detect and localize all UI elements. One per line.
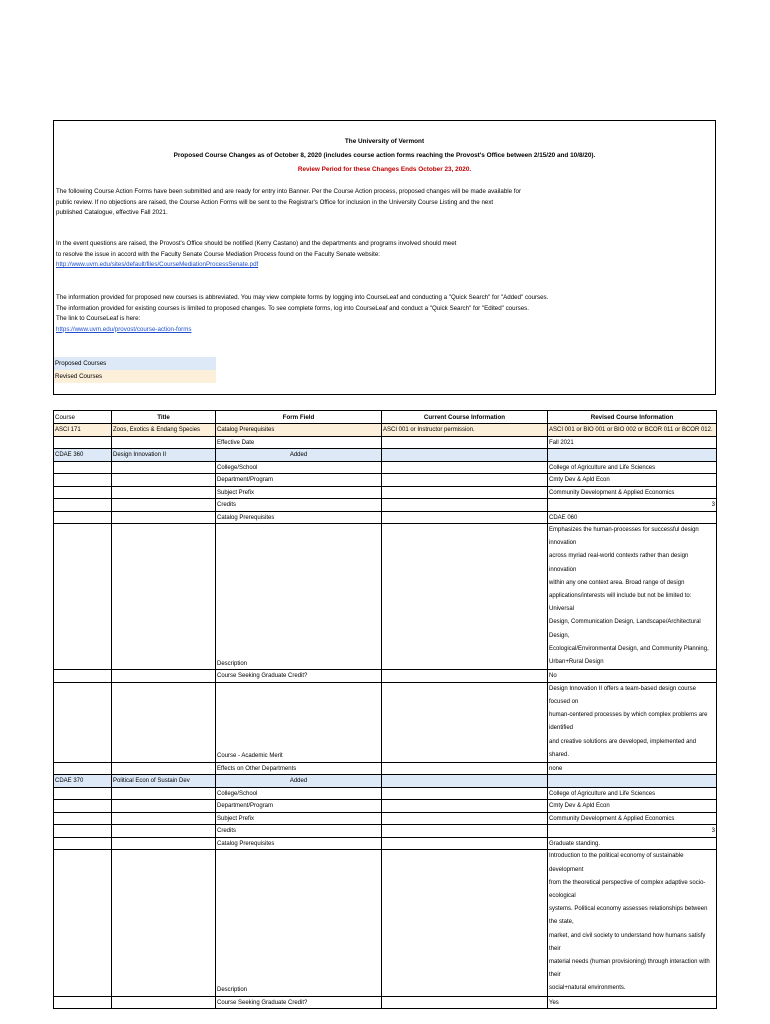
revised-info: No <box>548 670 717 683</box>
revised-info: College of Agriculture and Life Sciences <box>548 787 717 800</box>
description-line: Urban+Rural Design <box>549 659 604 666</box>
revised-info: none <box>548 762 717 775</box>
table-row <box>54 800 717 813</box>
col-header-course: Course <box>54 411 112 424</box>
description-line: across myriad real-world contexts rather than design innovation <box>549 553 689 573</box>
table-row <box>54 787 717 800</box>
table-row <box>54 486 717 499</box>
intro-line: The following Course Action Forms have been submitted and are ready for entry into Banner. Per the Course Action process, proposed changes will be made available for <box>56 188 522 195</box>
course-title: Zoos, Exotics & Endang Species <box>112 424 216 437</box>
table-row <box>54 474 717 487</box>
form-field: Catalog Prerequisites <box>216 837 382 850</box>
empty-cell <box>54 436 112 449</box>
description-line: systems. Political economy assesses relationships between the state, <box>549 906 708 926</box>
intro-line: published Catalogue, effective Fall 2021. <box>56 209 168 216</box>
table-row <box>54 682 717 762</box>
revised-info: Cmty Dev & Apld Econ <box>548 800 717 813</box>
form-field: Credits <box>216 825 382 838</box>
form-field: Subject Prefix <box>216 812 382 825</box>
empty-cell <box>548 775 717 788</box>
form-field: Description <box>216 524 382 670</box>
course-code: CDAE 360 <box>54 449 112 462</box>
revised-info: Graduate standing. <box>548 837 717 850</box>
table-header-row <box>54 411 717 424</box>
intro-line: The information provided for existing courses is limited to proposed changes. To see complete forms, log into CourseLeaf and conduct a "Quick Search" for "Edited" courses. <box>56 304 529 312</box>
course-changes-notice <box>53 120 716 395</box>
col-header-form-field: Form Field <box>216 411 382 424</box>
revised-info: Community Development & Applied Economics <box>548 812 717 825</box>
intro-line: public review. If no objections are raised, the Course Action Forms will be sent to the Registrar's Office for inclusion in the University Course Listing and the next <box>56 198 494 206</box>
form-field: Department/Program <box>216 474 382 487</box>
empty-cell <box>382 775 548 788</box>
table-row <box>54 449 717 462</box>
empty-cell <box>382 449 548 462</box>
form-field: Course Seeking Graduate Credit? <box>216 996 382 1009</box>
legend-revised-courses: Revised Courses <box>54 370 216 383</box>
intro-paragraph-2 <box>56 239 696 271</box>
institution-title: The University of Vermont <box>344 138 425 145</box>
review-period: Review Period for these Changes Ends October 23, 2020. <box>297 166 472 173</box>
intro-line: The information provided for proposed new courses is abbreviated. You may view complete forms by logging into CourseLeaf and conducting a "Quick Search" for "Added" courses. <box>56 294 549 301</box>
form-field: Subject Prefix <box>216 486 382 499</box>
description-line: Ecological/Environmental Design, and Community Planning, <box>549 645 709 652</box>
course-status: Added <box>216 775 382 788</box>
form-field: Course - Academic Merit <box>216 682 382 762</box>
table-row <box>54 499 717 512</box>
courseleaf-link[interactable]: https://www.uvm.edu/provost/course-action-forms <box>56 325 192 333</box>
revised-info: 3 <box>548 825 717 838</box>
description-line: Introduction to the political economy of sustainable development <box>549 853 684 873</box>
table-row <box>54 850 717 996</box>
description-line: social+natural environments. <box>549 985 626 992</box>
table-row <box>54 670 717 683</box>
revised-info: 3 <box>548 499 717 512</box>
table-row <box>54 762 717 775</box>
revised-info: Fall 2021 <box>548 436 717 449</box>
revised-info: Cmty Dev & Apld Econ <box>548 474 717 487</box>
merit-line: and creative solutions are developed, implemented and shared. <box>549 738 697 758</box>
notice-subtitle: Proposed Course Changes as of October 8, 2020 (includes course action forms reaching the Provost's Office between 2/15/20 and 10/8/20). <box>173 152 596 159</box>
course-changes-table <box>53 410 717 1009</box>
description-line: market, and civil society to understand how humans satisfy their <box>549 932 706 952</box>
revised-info: Community Development & Applied Economics <box>548 486 717 499</box>
description-line: applications/interests will include but not be limited to: Universal <box>549 593 692 613</box>
table-row <box>54 837 717 850</box>
intro-line: to resolve the issue in accord with the Faculty Senate Course Mediation Process found on the Faculty Senate website: <box>56 250 380 258</box>
description-line: Design, Communication Design, Landscape/Architectural Design, <box>549 619 701 639</box>
form-field: Effects on Other Departments <box>216 762 382 775</box>
revised-info <box>548 524 717 670</box>
description-line: from the theoretical perspective of complex adaptive socio-ecological <box>549 879 706 900</box>
form-field: Effective Date <box>216 436 382 449</box>
revised-info: College of Agriculture and Life Sciences <box>548 461 717 474</box>
course-code: CDAE 370 <box>54 775 112 788</box>
course-title: Design Innovation II <box>112 449 216 462</box>
description-line: material needs (human provisioning) through interaction with their <box>549 959 710 979</box>
form-field: Description <box>216 850 382 996</box>
table-row <box>54 825 717 838</box>
col-header-current: Current Course Information <box>382 411 548 424</box>
intro-line: In the event questions are raised, the Provost's Office should be notified (Kerry Castano) and the departments and programs involved should meet <box>56 240 457 247</box>
empty-cell <box>382 436 548 449</box>
empty-cell <box>548 449 717 462</box>
form-field: Credits <box>216 499 382 512</box>
revised-info <box>548 850 717 996</box>
course-status: Added <box>216 449 382 462</box>
form-field: Department/Program <box>216 800 382 813</box>
table-row <box>54 812 717 825</box>
form-field: College/School <box>216 461 382 474</box>
course-title: Political Econ of Sustain Dev <box>112 775 216 788</box>
merit-line: Design Innovation II offers a team-based design course focused on <box>549 685 696 705</box>
course-code: ASCI 171 <box>54 424 112 437</box>
col-header-revised: Revised Course Information <box>548 411 717 424</box>
form-field: Course Seeking Graduate Credit? <box>216 670 382 683</box>
current-info: ASCI 001 or Instructor permission. <box>382 424 548 437</box>
mediation-process-link[interactable]: http://www.uvm.edu/sites/default/files/CourseMediationProcessSenate.pdf <box>56 261 259 268</box>
table-row <box>54 436 717 449</box>
col-header-title: Title <box>112 411 216 424</box>
table-row <box>54 461 717 474</box>
form-field: College/School <box>216 787 382 800</box>
table-row <box>54 775 717 788</box>
table-row <box>54 996 717 1009</box>
revised-info: Yes <box>548 996 717 1009</box>
legend-proposed-courses: Proposed Courses <box>54 357 216 370</box>
revised-info <box>548 682 717 762</box>
empty-cell <box>112 436 216 449</box>
revised-info: ASCI 001 or BIO 001 or BIO 002 or BCOR 011 or BCOR 012. <box>548 424 717 437</box>
intro-paragraph-1 <box>56 187 696 219</box>
intro-line: The link to CourseLeaf is here: <box>56 315 141 322</box>
intro-paragraph-3 <box>56 293 696 335</box>
table-row <box>54 424 717 437</box>
merit-line: human-centered processes by which complex problems are identified <box>549 712 708 732</box>
revised-info: CDAE 060 <box>548 511 717 524</box>
table-row <box>54 511 717 524</box>
description-line: within any one context area. Broad range of design <box>549 579 685 586</box>
description-line: Emphasizes the human-processes for successful design innovation <box>549 527 699 547</box>
form-field: Catalog Prerequisites <box>216 424 382 437</box>
form-field: Catalog Prerequisites <box>216 511 382 524</box>
table-row <box>54 524 717 670</box>
